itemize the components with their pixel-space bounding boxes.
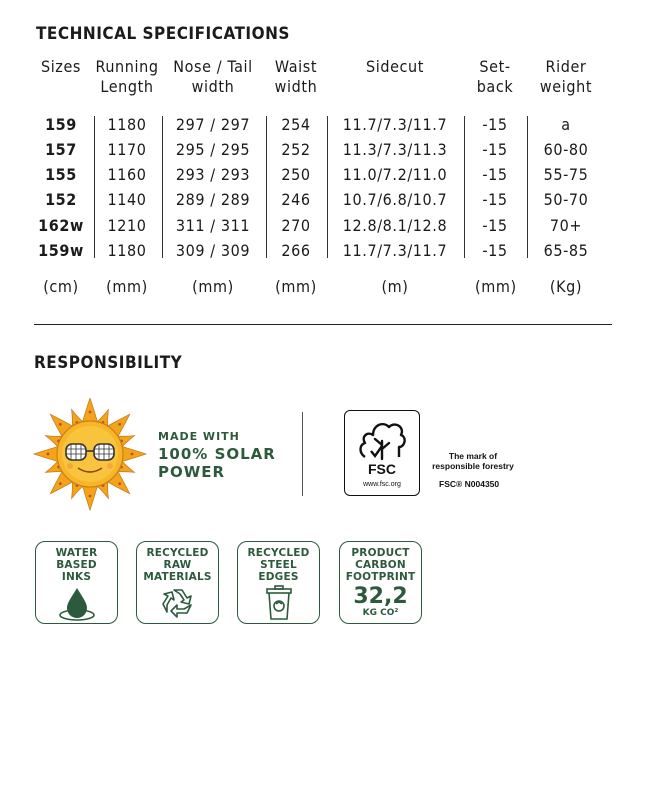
badge-text: CARBON: [355, 559, 406, 571]
table-cell: 11.0/7.2/11.0: [342, 165, 448, 184]
table-cell: 293 / 293: [175, 165, 251, 184]
column-separator: [464, 116, 465, 258]
table-cell: 55-75: [543, 165, 589, 184]
badge-text: RAW: [163, 559, 192, 571]
badge-text: RECYCLED: [146, 547, 209, 559]
table-cell: -15: [482, 216, 508, 235]
table-cell: 10.7/6.8/10.7: [342, 190, 448, 209]
size-label: 155: [45, 165, 77, 184]
column-separator: [162, 116, 163, 258]
column-header: Nose / Tail: [173, 57, 253, 76]
table-cell: 252: [281, 140, 311, 159]
size-label: 157: [45, 140, 77, 159]
table-cell: 254: [281, 115, 311, 134]
table-cell: 270: [281, 216, 311, 235]
badge-carbon-footprint: [339, 541, 422, 624]
table-cell: 311 / 311: [175, 216, 251, 235]
unit-label: (mm): [106, 277, 148, 296]
column-header: Sizes: [40, 57, 82, 76]
responsibility-title: RESPONSIBILITY: [34, 353, 183, 373]
table-cell: 11.7/7.3/11.7: [342, 241, 448, 260]
table-cell: 246: [281, 190, 311, 209]
badge-text: EDGES: [258, 571, 299, 583]
size-label: 152: [45, 190, 77, 209]
fsc-tree-icon: [345, 413, 418, 465]
table-cell: 295 / 295: [175, 140, 251, 159]
unit-label: (cm): [43, 277, 79, 296]
badge-text: FOOTPRINT: [345, 571, 416, 583]
badge-text: MATERIALS: [143, 571, 212, 583]
unit-label: (mm): [475, 277, 517, 296]
table-cell: 70+: [549, 216, 583, 235]
table-cell: 11.3/7.3/11.3: [342, 140, 448, 159]
table-cell: 297 / 297: [175, 115, 251, 134]
unit-label: (m): [381, 277, 409, 296]
table-cell: 289 / 289: [175, 190, 251, 209]
size-label: 162w: [38, 216, 84, 235]
size-label: 159w: [38, 241, 84, 260]
column-header: width: [274, 77, 318, 96]
table-cell: 309 / 309: [175, 241, 251, 260]
table-cell: 1140: [107, 190, 147, 209]
solar-fsc-divider: [302, 412, 303, 496]
badge-text: RECYCLED: [247, 547, 310, 559]
column-header: Rider: [545, 57, 587, 76]
recycle-bin-icon: [264, 585, 294, 621]
column-separator: [266, 116, 267, 258]
specs-title: TECHNICAL SPECIFICATIONS: [36, 24, 290, 44]
column-header: Waist: [274, 57, 318, 76]
table-cell: 250: [281, 165, 311, 184]
fsc-mark-line1: The mark of: [448, 451, 498, 461]
unit-label: (mm): [192, 277, 234, 296]
badge-text: INKS: [61, 571, 92, 583]
column-separator: [527, 116, 528, 258]
column-header: back: [476, 77, 514, 96]
badge-water-based-inks: [35, 541, 118, 624]
column-header: Sidecut: [365, 57, 425, 76]
fsc-code: FSC® N004350: [439, 479, 500, 489]
table-cell: a: [561, 115, 571, 134]
column-separator: [94, 116, 95, 258]
table-cell: 1160: [107, 165, 147, 184]
table-cell: 266: [281, 241, 311, 260]
fsc-logo-text: FSC: [368, 461, 396, 477]
table-cell: 50-70: [543, 190, 589, 209]
carbon-value: 32,2: [353, 584, 408, 609]
sun-icon: [32, 398, 148, 514]
unit-label: (mm): [275, 277, 317, 296]
table-cell: 1210: [107, 216, 147, 235]
badge-recycled-raw-materials: [136, 541, 219, 624]
badge-text: PRODUCT: [351, 547, 410, 559]
badge-text: BASED: [56, 559, 97, 571]
table-cell: 11.7/7.3/11.7: [342, 115, 448, 134]
table-cell: 1180: [107, 115, 147, 134]
table-cell: -15: [482, 140, 508, 159]
table-cell: 12.8/8.1/12.8: [342, 216, 448, 235]
table-cell: -15: [482, 190, 508, 209]
fsc-url: www.fsc.org: [363, 481, 401, 488]
carbon-unit: KG CO²: [362, 608, 399, 618]
table-cell: 60-80: [543, 140, 589, 159]
table-cell: 1180: [107, 241, 147, 260]
column-header: Running: [95, 57, 159, 76]
column-header: Set-: [479, 57, 511, 76]
table-cell: 65-85: [543, 241, 589, 260]
table-cell: -15: [482, 115, 508, 134]
column-header: weight: [539, 77, 593, 96]
fsc-mark-line2: responsible forestry: [432, 461, 514, 471]
column-separator: [327, 116, 328, 258]
badge-text: WATER: [55, 547, 98, 559]
column-header: Length: [100, 77, 154, 96]
recycle-icon: [160, 586, 196, 620]
table-cell: 1170: [107, 140, 147, 159]
solar-line3: POWER: [158, 463, 226, 481]
size-label: 159: [45, 115, 77, 134]
fsc-logo: [344, 410, 420, 496]
table-cell: -15: [482, 165, 508, 184]
table-cell: -15: [482, 241, 508, 260]
solar-line2: 100% SOLAR: [158, 445, 276, 463]
unit-label: (Kg): [549, 277, 583, 296]
column-header: width: [191, 77, 235, 96]
section-divider: [34, 324, 612, 325]
solar-line1: MADE WITH: [158, 430, 240, 443]
water-drop-icon: [57, 586, 97, 622]
badge-recycled-steel-edges: [237, 541, 320, 624]
badge-text: STEEL: [260, 559, 297, 571]
